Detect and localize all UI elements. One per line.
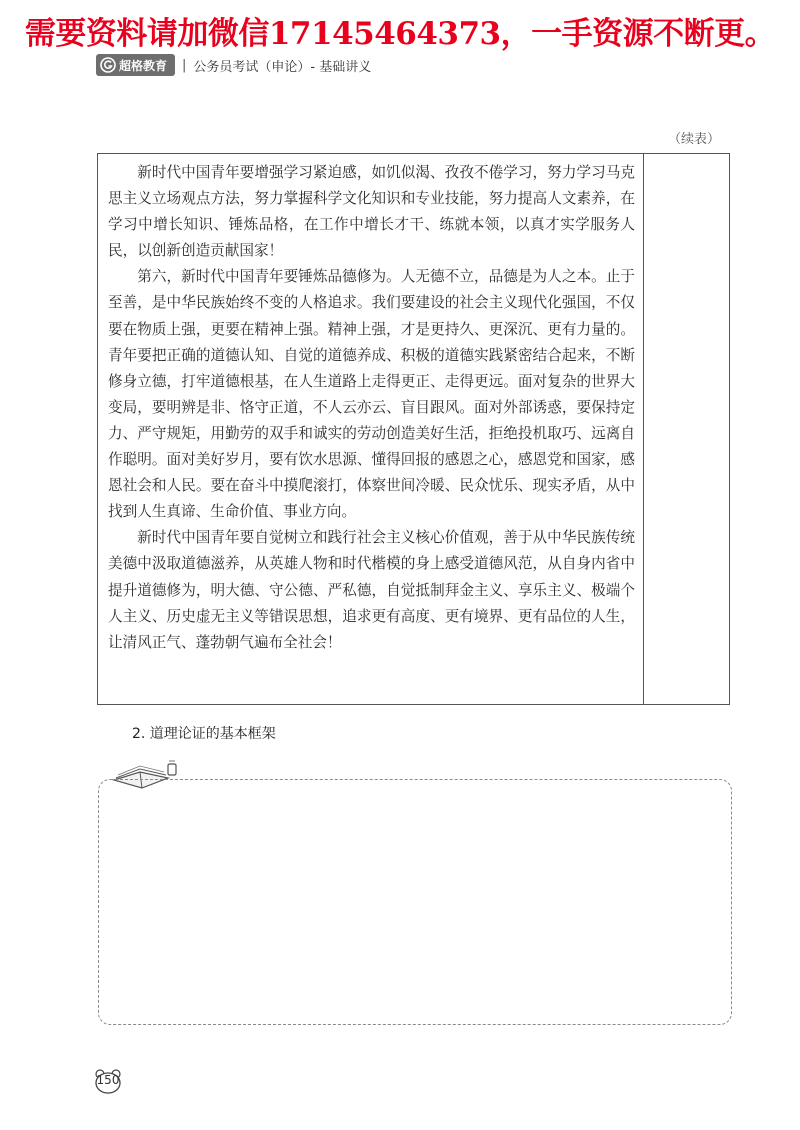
logo-g-icon <box>100 57 116 73</box>
watermark-banner: 需要资料请加微信17145464373，一手资源不断更。 <box>24 16 776 52</box>
table-left-cell <box>108 160 635 656</box>
table-paragraph: 第六，新时代中国青年要锤炼品德修为。人无德不立，品德是为人之本。止于至善，是中华民族始终不变的人格追求。我们要建设的社会主义现代化强国，不仅要在物质上强，更要在精神上强。精神上强，才是更持久、更深沉、更有力量的。青年要把正确的道德认知、自觉的道德养成、积极的道德实践紧密结合起来，不断修身立德，打牢道德根基，在人生道路上走得更正、走得更远。面对复杂的世界大变局，要明辨是非、恪守正道，不人云亦云、盲目跟风。面对外部诱惑，要保持定力、严守规矩，用勤劳的双手和诚实的劳动创造美好生活，拒绝投机取巧、远离自作聪明。面对美好岁月，要有饮水思源、懂得回报的感恩之心，感恩党和国家，感恩社会和人民。要在奋斗中摸爬滚打，体察世间冷暖、民众忧乐、现实矛盾，从中找到人生真谛、生命价值、事业方向。 <box>108 268 635 521</box>
table-paragraph: 新时代中国青年要增强学习紧迫感，如饥似渴、孜孜不倦学习，努力学习马克思主义立场观点方法，努力掌握科学文化知识和专业技能，努力提高人文素养，在学习中增长知识、锤炼品格，在工作中增长才干、练就本领，以真才实学服务人民，以创新创造贡献国家！ <box>108 164 635 260</box>
page-header <box>96 52 371 78</box>
brand-name: 超格教育 <box>119 58 168 73</box>
header-title: 公务员考试（申论）- 基础讲义 <box>193 59 372 75</box>
header-separator: | <box>182 57 187 73</box>
page-number-badge <box>94 1068 122 1094</box>
brand-logo <box>96 54 175 76</box>
continuation-label: （续表） <box>668 132 721 147</box>
section-title: 2. 道理论证的基本框架 <box>132 726 276 742</box>
page-number: 150 <box>96 1073 120 1087</box>
content-table <box>97 153 730 705</box>
table-paragraph: 新时代中国青年要自觉树立和践行社会主义核心价值观，善于从中华民族传统美德中汲取道德滋养，从英雄人物和时代楷模的身上感受道德风范，从自身内省中提升道德修为，明大德、守公德、严私德，自觉抵制拜金主义、享乐主义、极端个人主义、历史虚无主义等错误思想，追求更有高度、更有境界、更有品位的人生，让清风正气、蓬勃朝气遍布全社会！ <box>108 529 635 651</box>
table-column-divider <box>643 154 644 704</box>
notes-area <box>98 779 732 1025</box>
